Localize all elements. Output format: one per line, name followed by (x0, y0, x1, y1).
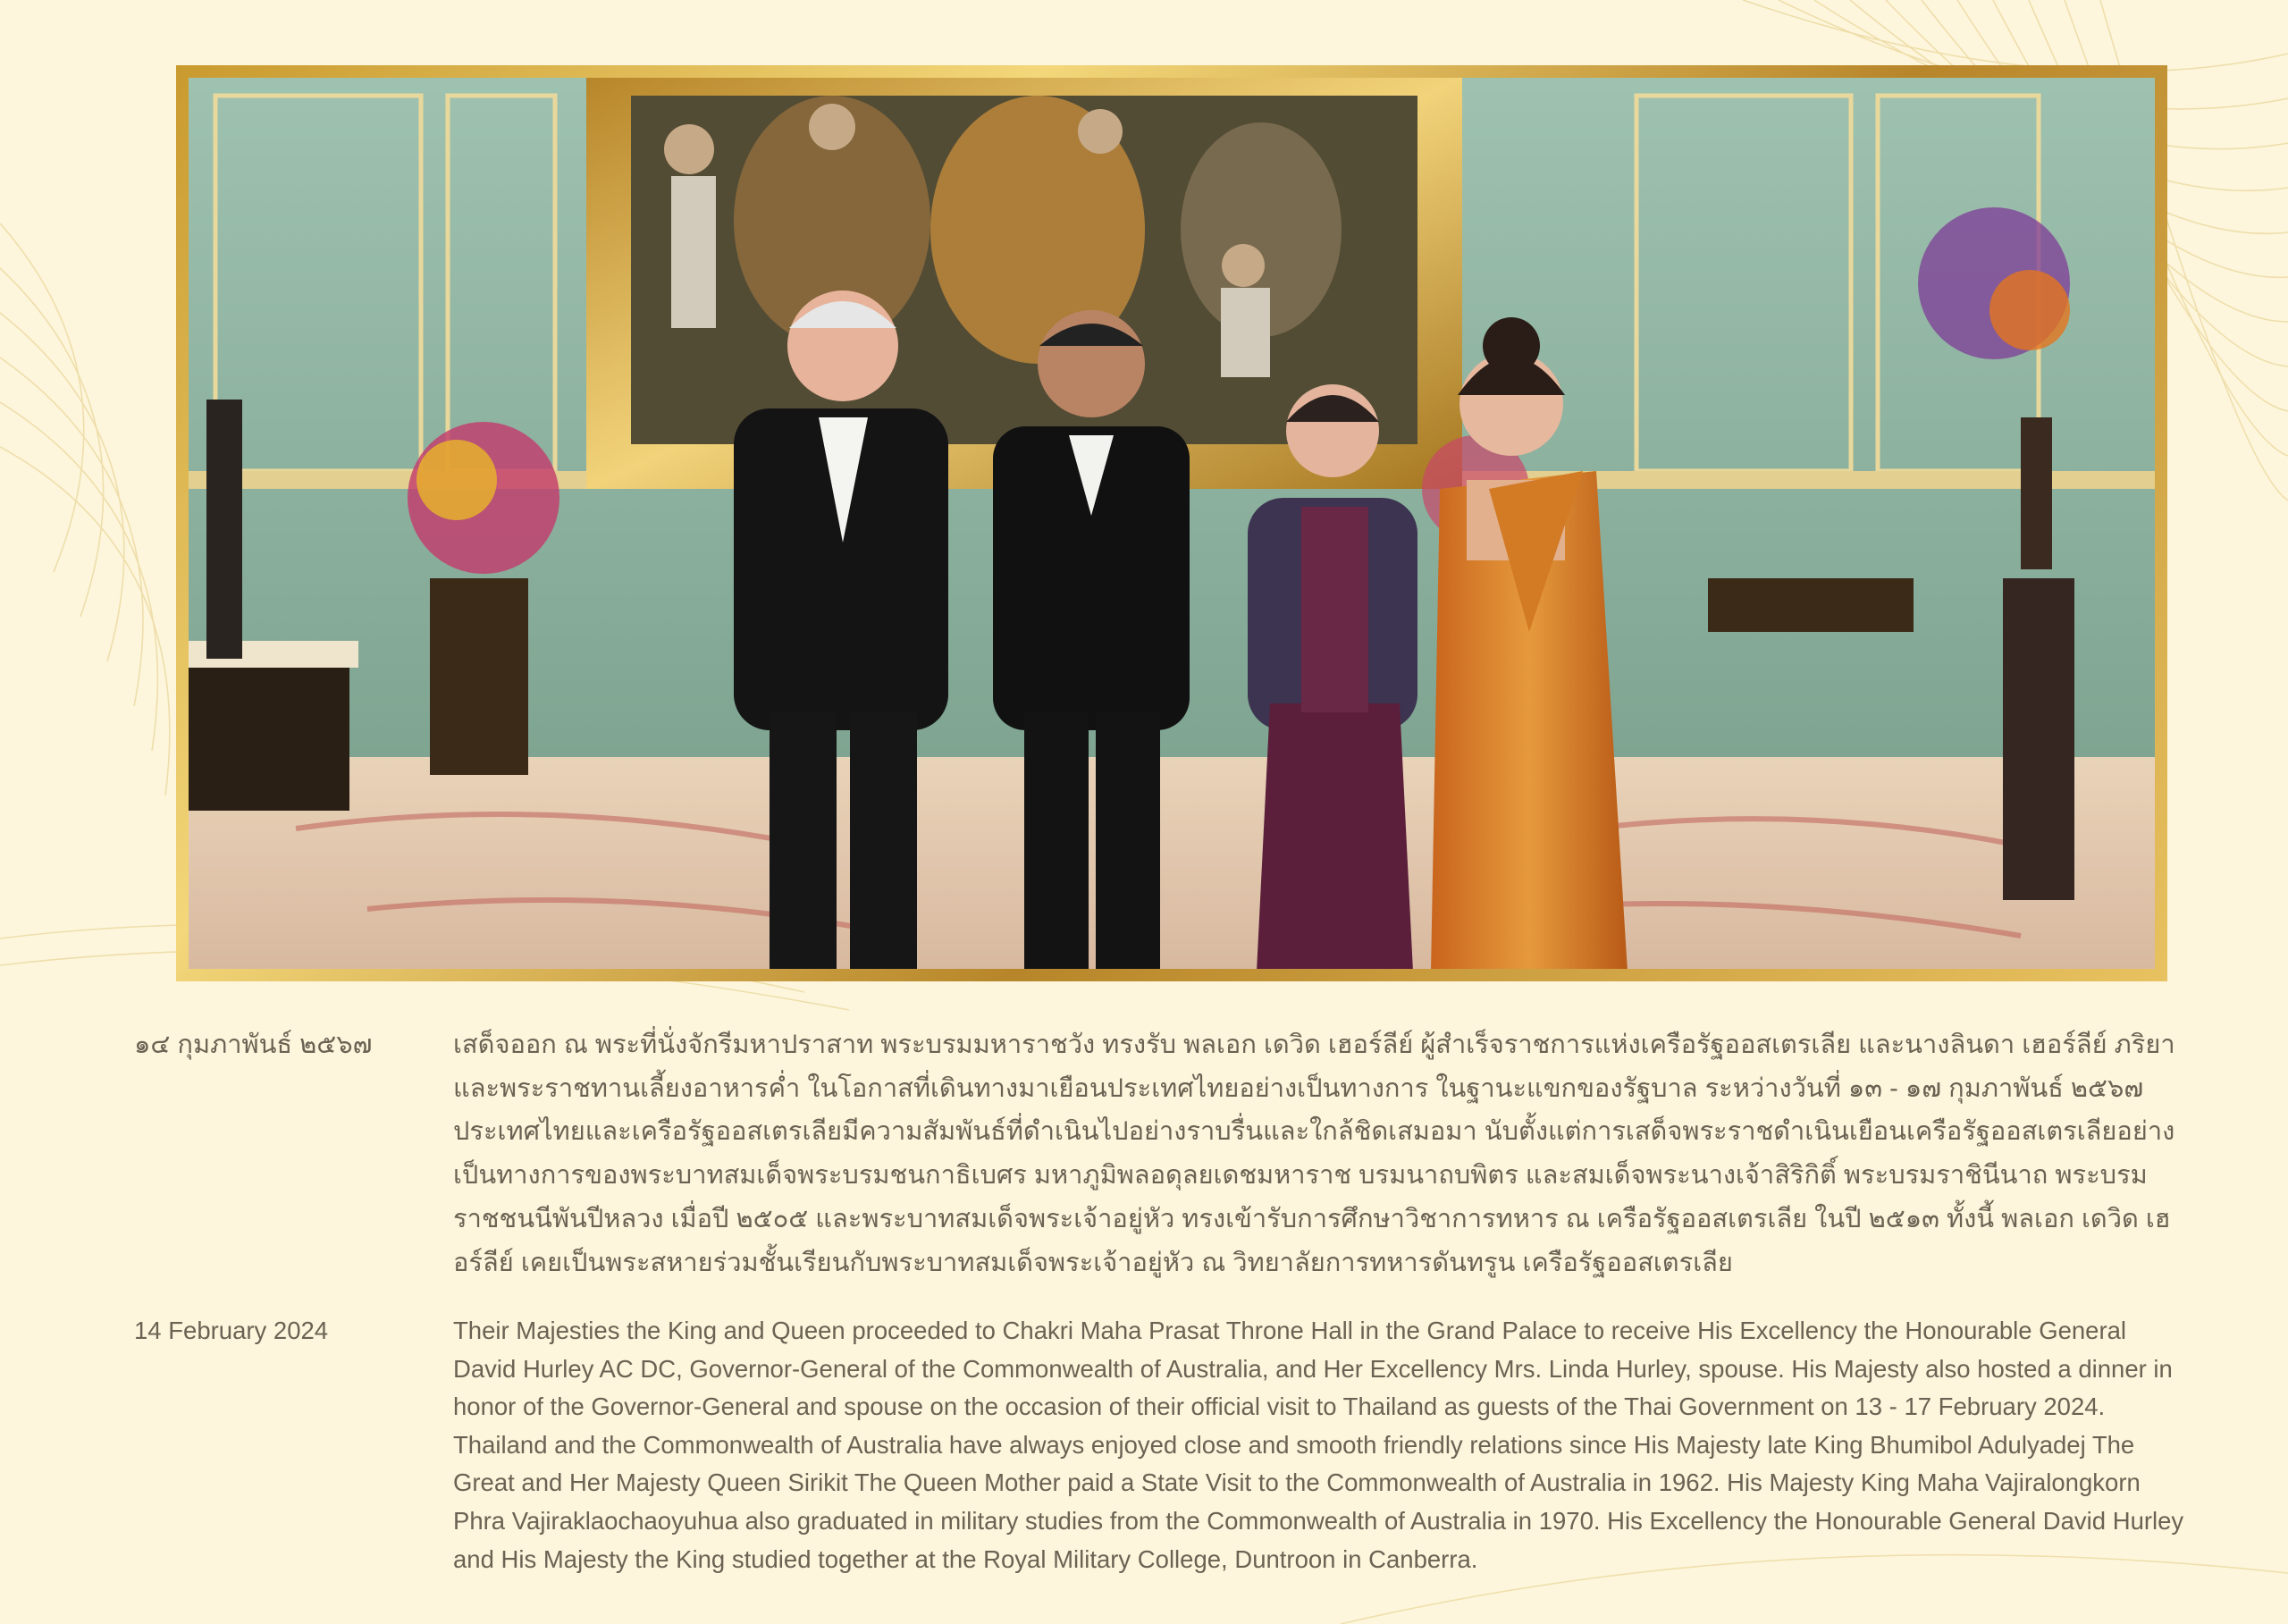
thai-entry (134, 1023, 2190, 1284)
photo-frame (176, 65, 2167, 981)
thai-description: เสด็จออก ณ พระที่นั่งจักรีมหาปราสาท พระบรมมหาราชวัง ทรงรับ พลเอก เดวิด เฮอร์ลีย์ ผู้สำเร็จราชการแห่งเครือรัฐออสเตรเลีย และนางลินดา เฮอร์ลีย์ ภริยา และพระราชทานเลี้ยงอาหารค่ำ ในโอกาสที่เดินทางมาเยือนประเทศไทยอย่างเป็นทางการ ในฐานะแขกของรัฐบาล ระหว่างวันที่ ๑๓ - ๑๗ กุมภาพันธ์ ๒๕๖๗ ประเทศไทยและเครือรัฐออสเตรเลียมีความสัมพันธ์ที่ดำเนินไปอย่างราบรื่นและใกล้ชิดเสมอมา นับตั้งแต่การเสด็จพระราชดำเนินเยือนเครือรัฐออสเตรเลียอย่างเป็นทางการของพระบาทสมเด็จพระบรมชนกาธิเบศร มหาภูมิพลอดุลยเดชมหาราช บรมนาถบพิตร และสมเด็จพระนางเจ้าสิริกิติ์ พระบรมราชินีนาถ พระบรมราชชนนีพันปีหลวง เมื่อปี ๒๕๐๕ และพระบาทสมเด็จพระเจ้าอยู่หัว ทรงเข้ารับการศึกษาวิชาการทหาร ณ เครือรัฐออสเตรเลีย ในปี ๒๕๑๓ ทั้งนี้ พลเอก เดวิด เฮอร์ลีย์ เคยเป็นพระสหายร่วมชั้นเรียนกับพระบาทสมเด็จพระเจ้าอยู่หัว ณ วิทยาลัยการทหารดันทรูน เครือรัฐออสเตรเลีย (453, 1031, 2175, 1277)
royal-reception-photo (189, 78, 2155, 969)
thai-date: ๑๔ กุมภาพันธ์ ๒๕๖๗ (134, 1031, 373, 1059)
english-entry (134, 1312, 2190, 1578)
english-date: 14 February 2024 (134, 1317, 329, 1344)
english-description: Their Majesties the King and Queen proceeded to Chakri Maha Prasat Throne Hall in the Grand Palace to receive His Excellency the Honourable General David Hurley AC DC, Governor-General of the Commonwealth of Australia, and Her Excellency Mrs. Linda Hurley, spouse. His Majesty also hosted a dinner in honor of the Governor-General and spouse on the occasion of their official visit to Thailand as guests of the Thai Government on 13 - 17 February 2024. Thailand and the Commonwealth of Australia have always enjoyed close and smooth friendly relations since His Majesty late King Bhumibol Adulyadej The Great and Her Majesty Queen Sirikit The Queen Mother paid a State Visit to the Commonwealth of Australia in 1962. His Majesty King Maha Vajiralongkorn Phra Vajiraklaochaoyuhua also graduated in military studies from the Commonwealth of Australia in 1970. His Excellency the Honourable General David Hurley and His Majesty the King studied together at the Royal Military College, Duntroon in Canberra. (453, 1317, 2184, 1573)
